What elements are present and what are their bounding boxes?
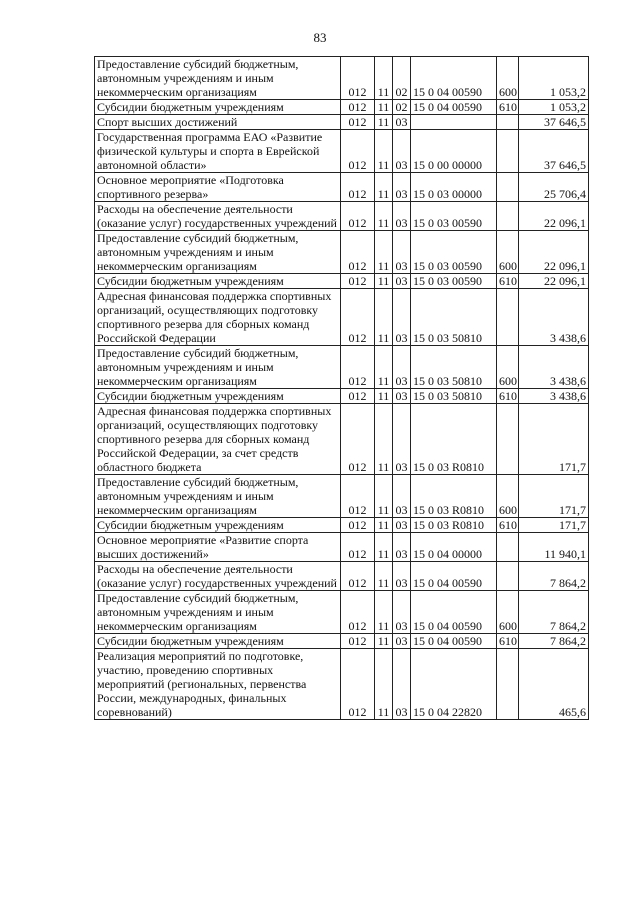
ministry-code-cell: 012 — [341, 100, 375, 115]
section-code-cell: 11 — [375, 346, 393, 389]
subsection-code-cell: 03 — [393, 562, 411, 591]
section-code-cell: 11 — [375, 634, 393, 649]
subsection-code-cell: 03 — [393, 634, 411, 649]
amount-cell: 1 053,2 — [519, 100, 589, 115]
table-row — [95, 57, 589, 100]
subsection-code-cell: 03 — [393, 518, 411, 533]
target-article-cell: 15 0 03 00590 — [411, 202, 497, 231]
subsection-code-cell: 03 — [393, 533, 411, 562]
expense-type-cell: 600 — [497, 231, 519, 274]
subsection-code-cell: 03 — [393, 274, 411, 289]
ministry-code-cell: 012 — [341, 289, 375, 346]
table-row — [95, 100, 589, 115]
section-code-cell: 11 — [375, 562, 393, 591]
target-article-cell: 15 0 04 00590 — [411, 100, 497, 115]
table-row — [95, 231, 589, 274]
target-article-cell: 15 0 03 50810 — [411, 346, 497, 389]
expense-name-cell: Адресная финансовая поддержка спортивных организаций, осуществляющих подготовку спортивного резерва для сборных команд Российской Федерации — [95, 289, 341, 346]
subsection-code-cell: 03 — [393, 404, 411, 475]
target-article-cell: 15 0 03 50810 — [411, 389, 497, 404]
expense-type-cell: 600 — [497, 591, 519, 634]
expense-name-cell: Предоставление субсидий бюджетным, автономным учреждениям и иным некоммерческим организациям — [95, 591, 341, 634]
expense-name-cell: Предоставление субсидий бюджетным, автономным учреждениям и иным некоммерческим организациям — [95, 57, 341, 100]
ministry-code-cell: 012 — [341, 562, 375, 591]
expense-type-cell: 610 — [497, 100, 519, 115]
subsection-code-cell: 03 — [393, 202, 411, 231]
expense-type-cell — [497, 202, 519, 231]
target-article-cell: 15 0 03 00000 — [411, 173, 497, 202]
amount-cell: 25 706,4 — [519, 173, 589, 202]
ministry-code-cell: 012 — [341, 389, 375, 404]
amount-cell: 22 096,1 — [519, 274, 589, 289]
expense-type-cell: 600 — [497, 57, 519, 100]
table-row — [95, 130, 589, 173]
section-code-cell: 11 — [375, 649, 393, 720]
target-article-cell: 15 0 04 00590 — [411, 57, 497, 100]
subsection-code-cell: 03 — [393, 389, 411, 404]
section-code-cell: 11 — [375, 173, 393, 202]
target-article-cell — [411, 115, 497, 130]
expense-name-cell: Спорт высших достижений — [95, 115, 341, 130]
target-article-cell: 15 0 04 00000 — [411, 533, 497, 562]
expense-name-cell: Предоставление субсидий бюджетным, автономным учреждениям и иным некоммерческим организациям — [95, 231, 341, 274]
expense-type-cell: 600 — [497, 475, 519, 518]
expense-type-cell — [497, 404, 519, 475]
expense-name-cell: Субсидии бюджетным учреждениям — [95, 100, 341, 115]
table-row — [95, 591, 589, 634]
expense-name-cell: Адресная финансовая поддержка спортивных организаций, осуществляющих подготовку спортивного резерва для сборных команд Российской Федерации, за счет средств областного бюджета — [95, 404, 341, 475]
subsection-code-cell: 03 — [393, 289, 411, 346]
table-row — [95, 274, 589, 289]
table-row — [95, 115, 589, 130]
ministry-code-cell: 012 — [341, 475, 375, 518]
expense-type-cell: 610 — [497, 634, 519, 649]
section-code-cell: 11 — [375, 591, 393, 634]
target-article-cell: 15 0 03 50810 — [411, 289, 497, 346]
expense-type-cell — [497, 115, 519, 130]
expense-name-cell: Предоставление субсидий бюджетным, автономным учреждениям и иным некоммерческим организациям — [95, 475, 341, 518]
amount-cell: 7 864,2 — [519, 591, 589, 634]
table-row — [95, 634, 589, 649]
table-row — [95, 346, 589, 389]
section-code-cell: 11 — [375, 518, 393, 533]
expense-type-cell — [497, 649, 519, 720]
ministry-code-cell: 012 — [341, 57, 375, 100]
amount-cell: 465,6 — [519, 649, 589, 720]
subsection-code-cell: 03 — [393, 346, 411, 389]
table-row — [95, 289, 589, 346]
expense-name-cell: Государственная программа ЕАО «Развитие физической культуры и спорта в Еврейской автономной области» — [95, 130, 341, 173]
section-code-cell: 11 — [375, 57, 393, 100]
table-row — [95, 533, 589, 562]
amount-cell: 37 646,5 — [519, 130, 589, 173]
expense-type-cell: 610 — [497, 274, 519, 289]
target-article-cell: 15 0 03 00590 — [411, 231, 497, 274]
expense-name-cell: Субсидии бюджетным учреждениям — [95, 634, 341, 649]
table-row — [95, 389, 589, 404]
expense-name-cell: Расходы на обеспечение деятельности (оказание услуг) государственных учреждений — [95, 202, 341, 231]
table-row — [95, 475, 589, 518]
expense-type-cell: 600 — [497, 346, 519, 389]
ministry-code-cell: 012 — [341, 634, 375, 649]
amount-cell: 171,7 — [519, 475, 589, 518]
expense-name-cell: Предоставление субсидий бюджетным, автономным учреждениям и иным некоммерческим организациям — [95, 346, 341, 389]
target-article-cell: 15 0 04 22820 — [411, 649, 497, 720]
amount-cell: 3 438,6 — [519, 346, 589, 389]
expense-name-cell: Субсидии бюджетным учреждениям — [95, 274, 341, 289]
target-article-cell: 15 0 00 00000 — [411, 130, 497, 173]
table-body — [95, 57, 589, 720]
ministry-code-cell: 012 — [341, 173, 375, 202]
expense-name-cell: Основное мероприятие «Развитие спорта высших достижений» — [95, 533, 341, 562]
table-row — [95, 649, 589, 720]
target-article-cell: 15 0 04 00590 — [411, 591, 497, 634]
expense-type-cell — [497, 289, 519, 346]
table-row — [95, 518, 589, 533]
ministry-code-cell: 012 — [341, 404, 375, 475]
ministry-code-cell: 012 — [341, 533, 375, 562]
subsection-code-cell: 03 — [393, 231, 411, 274]
amount-cell: 7 864,2 — [519, 562, 589, 591]
amount-cell: 22 096,1 — [519, 202, 589, 231]
expense-name-cell: Субсидии бюджетным учреждениям — [95, 389, 341, 404]
expense-type-cell — [497, 562, 519, 591]
table-row — [95, 202, 589, 231]
target-article-cell: 15 0 04 00590 — [411, 634, 497, 649]
ministry-code-cell: 012 — [341, 591, 375, 634]
target-article-cell: 15 0 03 R0810 — [411, 475, 497, 518]
ministry-code-cell: 012 — [341, 518, 375, 533]
ministry-code-cell: 012 — [341, 346, 375, 389]
amount-cell: 22 096,1 — [519, 231, 589, 274]
expense-type-cell: 610 — [497, 389, 519, 404]
subsection-code-cell: 02 — [393, 100, 411, 115]
table-row — [95, 562, 589, 591]
section-code-cell: 11 — [375, 202, 393, 231]
target-article-cell: 15 0 03 R0810 — [411, 518, 497, 533]
expense-type-cell — [497, 130, 519, 173]
subsection-code-cell: 03 — [393, 130, 411, 173]
expense-name-cell: Реализация мероприятий по подготовке, участию, проведению спортивных мероприятий (региональных, первенства России, международных, финальных соревнований) — [95, 649, 341, 720]
section-code-cell: 11 — [375, 404, 393, 475]
section-code-cell: 11 — [375, 289, 393, 346]
ministry-code-cell: 012 — [341, 202, 375, 231]
subsection-code-cell: 03 — [393, 649, 411, 720]
section-code-cell: 11 — [375, 115, 393, 130]
subsection-code-cell: 02 — [393, 57, 411, 100]
target-article-cell: 15 0 04 00590 — [411, 562, 497, 591]
table-row — [95, 404, 589, 475]
section-code-cell: 11 — [375, 475, 393, 518]
expense-name-cell: Основное мероприятие «Подготовка спортивного резерва» — [95, 173, 341, 202]
amount-cell: 1 053,2 — [519, 57, 589, 100]
budget-table — [94, 56, 589, 720]
amount-cell: 171,7 — [519, 518, 589, 533]
section-code-cell: 11 — [375, 533, 393, 562]
section-code-cell: 11 — [375, 389, 393, 404]
amount-cell: 3 438,6 — [519, 389, 589, 404]
amount-cell: 37 646,5 — [519, 115, 589, 130]
target-article-cell: 15 0 03 R0810 — [411, 404, 497, 475]
table-row — [95, 173, 589, 202]
ministry-code-cell: 012 — [341, 130, 375, 173]
subsection-code-cell: 03 — [393, 591, 411, 634]
ministry-code-cell: 012 — [341, 274, 375, 289]
amount-cell: 7 864,2 — [519, 634, 589, 649]
amount-cell: 171,7 — [519, 404, 589, 475]
subsection-code-cell: 03 — [393, 115, 411, 130]
ministry-code-cell: 012 — [341, 231, 375, 274]
expense-type-cell — [497, 533, 519, 562]
ministry-code-cell: 012 — [341, 649, 375, 720]
amount-cell: 3 438,6 — [519, 289, 589, 346]
subsection-code-cell: 03 — [393, 173, 411, 202]
expense-name-cell: Субсидии бюджетным учреждениям — [95, 518, 341, 533]
expense-type-cell: 610 — [497, 518, 519, 533]
section-code-cell: 11 — [375, 100, 393, 115]
subsection-code-cell: 03 — [393, 475, 411, 518]
page-number: 83 — [313, 30, 327, 45]
expense-name-cell: Расходы на обеспечение деятельности (оказание услуг) государственных учреждений — [95, 562, 341, 591]
ministry-code-cell: 012 — [341, 115, 375, 130]
expense-type-cell — [497, 173, 519, 202]
amount-cell: 11 940,1 — [519, 533, 589, 562]
target-article-cell: 15 0 03 00590 — [411, 274, 497, 289]
section-code-cell: 11 — [375, 274, 393, 289]
section-code-cell: 11 — [375, 130, 393, 173]
section-code-cell: 11 — [375, 231, 393, 274]
